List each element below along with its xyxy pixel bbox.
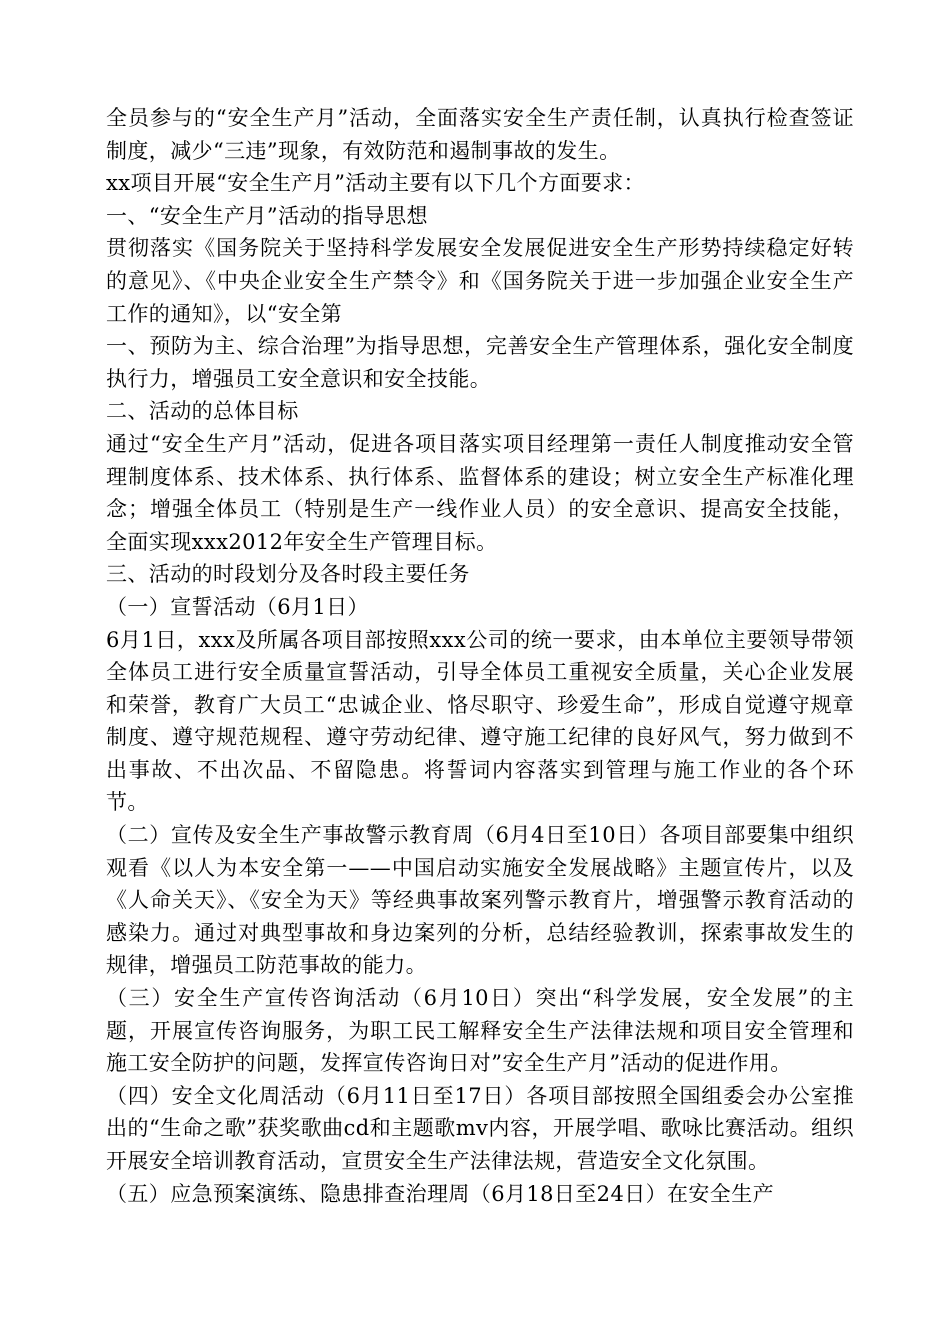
paragraph-intro-continuation: 全员参与的“安全生产月”活动，全面落实安全生产责任制，认真执行检查签证制度，减少“三违”现象，有效防范和遏制事故的发生。 — [106, 106, 854, 163]
paragraph-guiding-ideology-continued: 一、预防为主、综合治理”为指导思想，完善安全生产管理体系，强化安全制度执行力，增强员工安全意识和安全技能。 — [106, 334, 854, 391]
document-page — [106, 102, 854, 1210]
paragraph-emergency-drill-week: （五）应急预案演练、隐患排查治理周（6月18日至24日）在安全生产 — [106, 1181, 775, 1206]
paragraph-guiding-ideology: 贯彻落实《国务院关于坚持科学发展安全发展促进安全生产形势持续稳定好转的意见》、《中央企业安全生产禁令》和《国务院关于进一步加强企业安全生产工作的通知》，以“安全第 — [106, 236, 854, 326]
paragraph-warning-education-week: （二）宣传及安全生产事故警示教育周（6月4日至10日）各项目部要集中组织观看《以人为本安全第一——中国启动实施安全发展战略》主题宣传片，以及《人命关天》、《安全为天》等经典事故案列警示教育片，增强警示教育活动的感染力。通过对典型事故和身边案列的分析，总结经验教训，探索事故发生的规律，增强员工防范事故的能力。 — [106, 823, 854, 978]
paragraph-oath-activity: 6月1日，xxx及所属各项目部按照xxx公司的统一要求，由本单位主要领导带领全体员工进行安全质量宣誓活动，引导全体员工重视安全质量，关心企业发展和荣誉，教育广大员工“忠诚企业、恪尽职守、珍爱生命”，形成自觉遵守规章制度、遵守规范规程、遵守劳动纪律、遵守施工纪律的良好风气，努力做到不出事故、不出次品、不留隐患。将誓词内容落实到管理与施工作业的各个环节。 — [106, 627, 854, 815]
paragraph-safety-culture-week: （四）安全文化周活动（6月11日至17日）各项目部按照全国组委会办公室推出的“生命之歌”获奖歌曲cd和主题歌mv内容，开展学唱、歌咏比赛活动。组织开展安全培训教育活动，宣贯安全生产法律法规，营造安全文化氛围。 — [106, 1083, 854, 1173]
section-heading-schedule: 三、活动的时段划分及各时段主要任务 — [106, 562, 470, 587]
paragraph-overall-goal: 通过“安全生产月”活动，促进各项目落实项目经理第一责任人制度推动安全管理制度体系、技术体系、执行体系、监督体系的建设；树立安全生产标准化理念；增强全体员工（特别是生产一线作业人员）的安全意识、提高安全技能，全面实现xxx2012年安全生产管理目标。 — [106, 431, 854, 554]
section-heading-overall-goal: 二、活动的总体目标 — [106, 399, 299, 424]
paragraph-consultation-activity: （三）安全生产宣传咨询活动（6月10日）突出“科学发展，安全发展”的主题，开展宣传咨询服务，为职工民工解释安全生产法律法规和项目安全管理和施工安全防护的问题，发挥宣传咨询日对”安全生产月”活动的促进作用。 — [106, 986, 854, 1076]
paragraph-requirements-lead: xx项目开展“安全生产月”活动主要有以下几个方面要求： — [106, 171, 645, 196]
section-heading-guiding-ideology: 一、“安全生产月”活动的指导思想 — [106, 203, 428, 228]
subheading-oath-activity: （一）宣誓活动（6月1日） — [106, 594, 369, 619]
